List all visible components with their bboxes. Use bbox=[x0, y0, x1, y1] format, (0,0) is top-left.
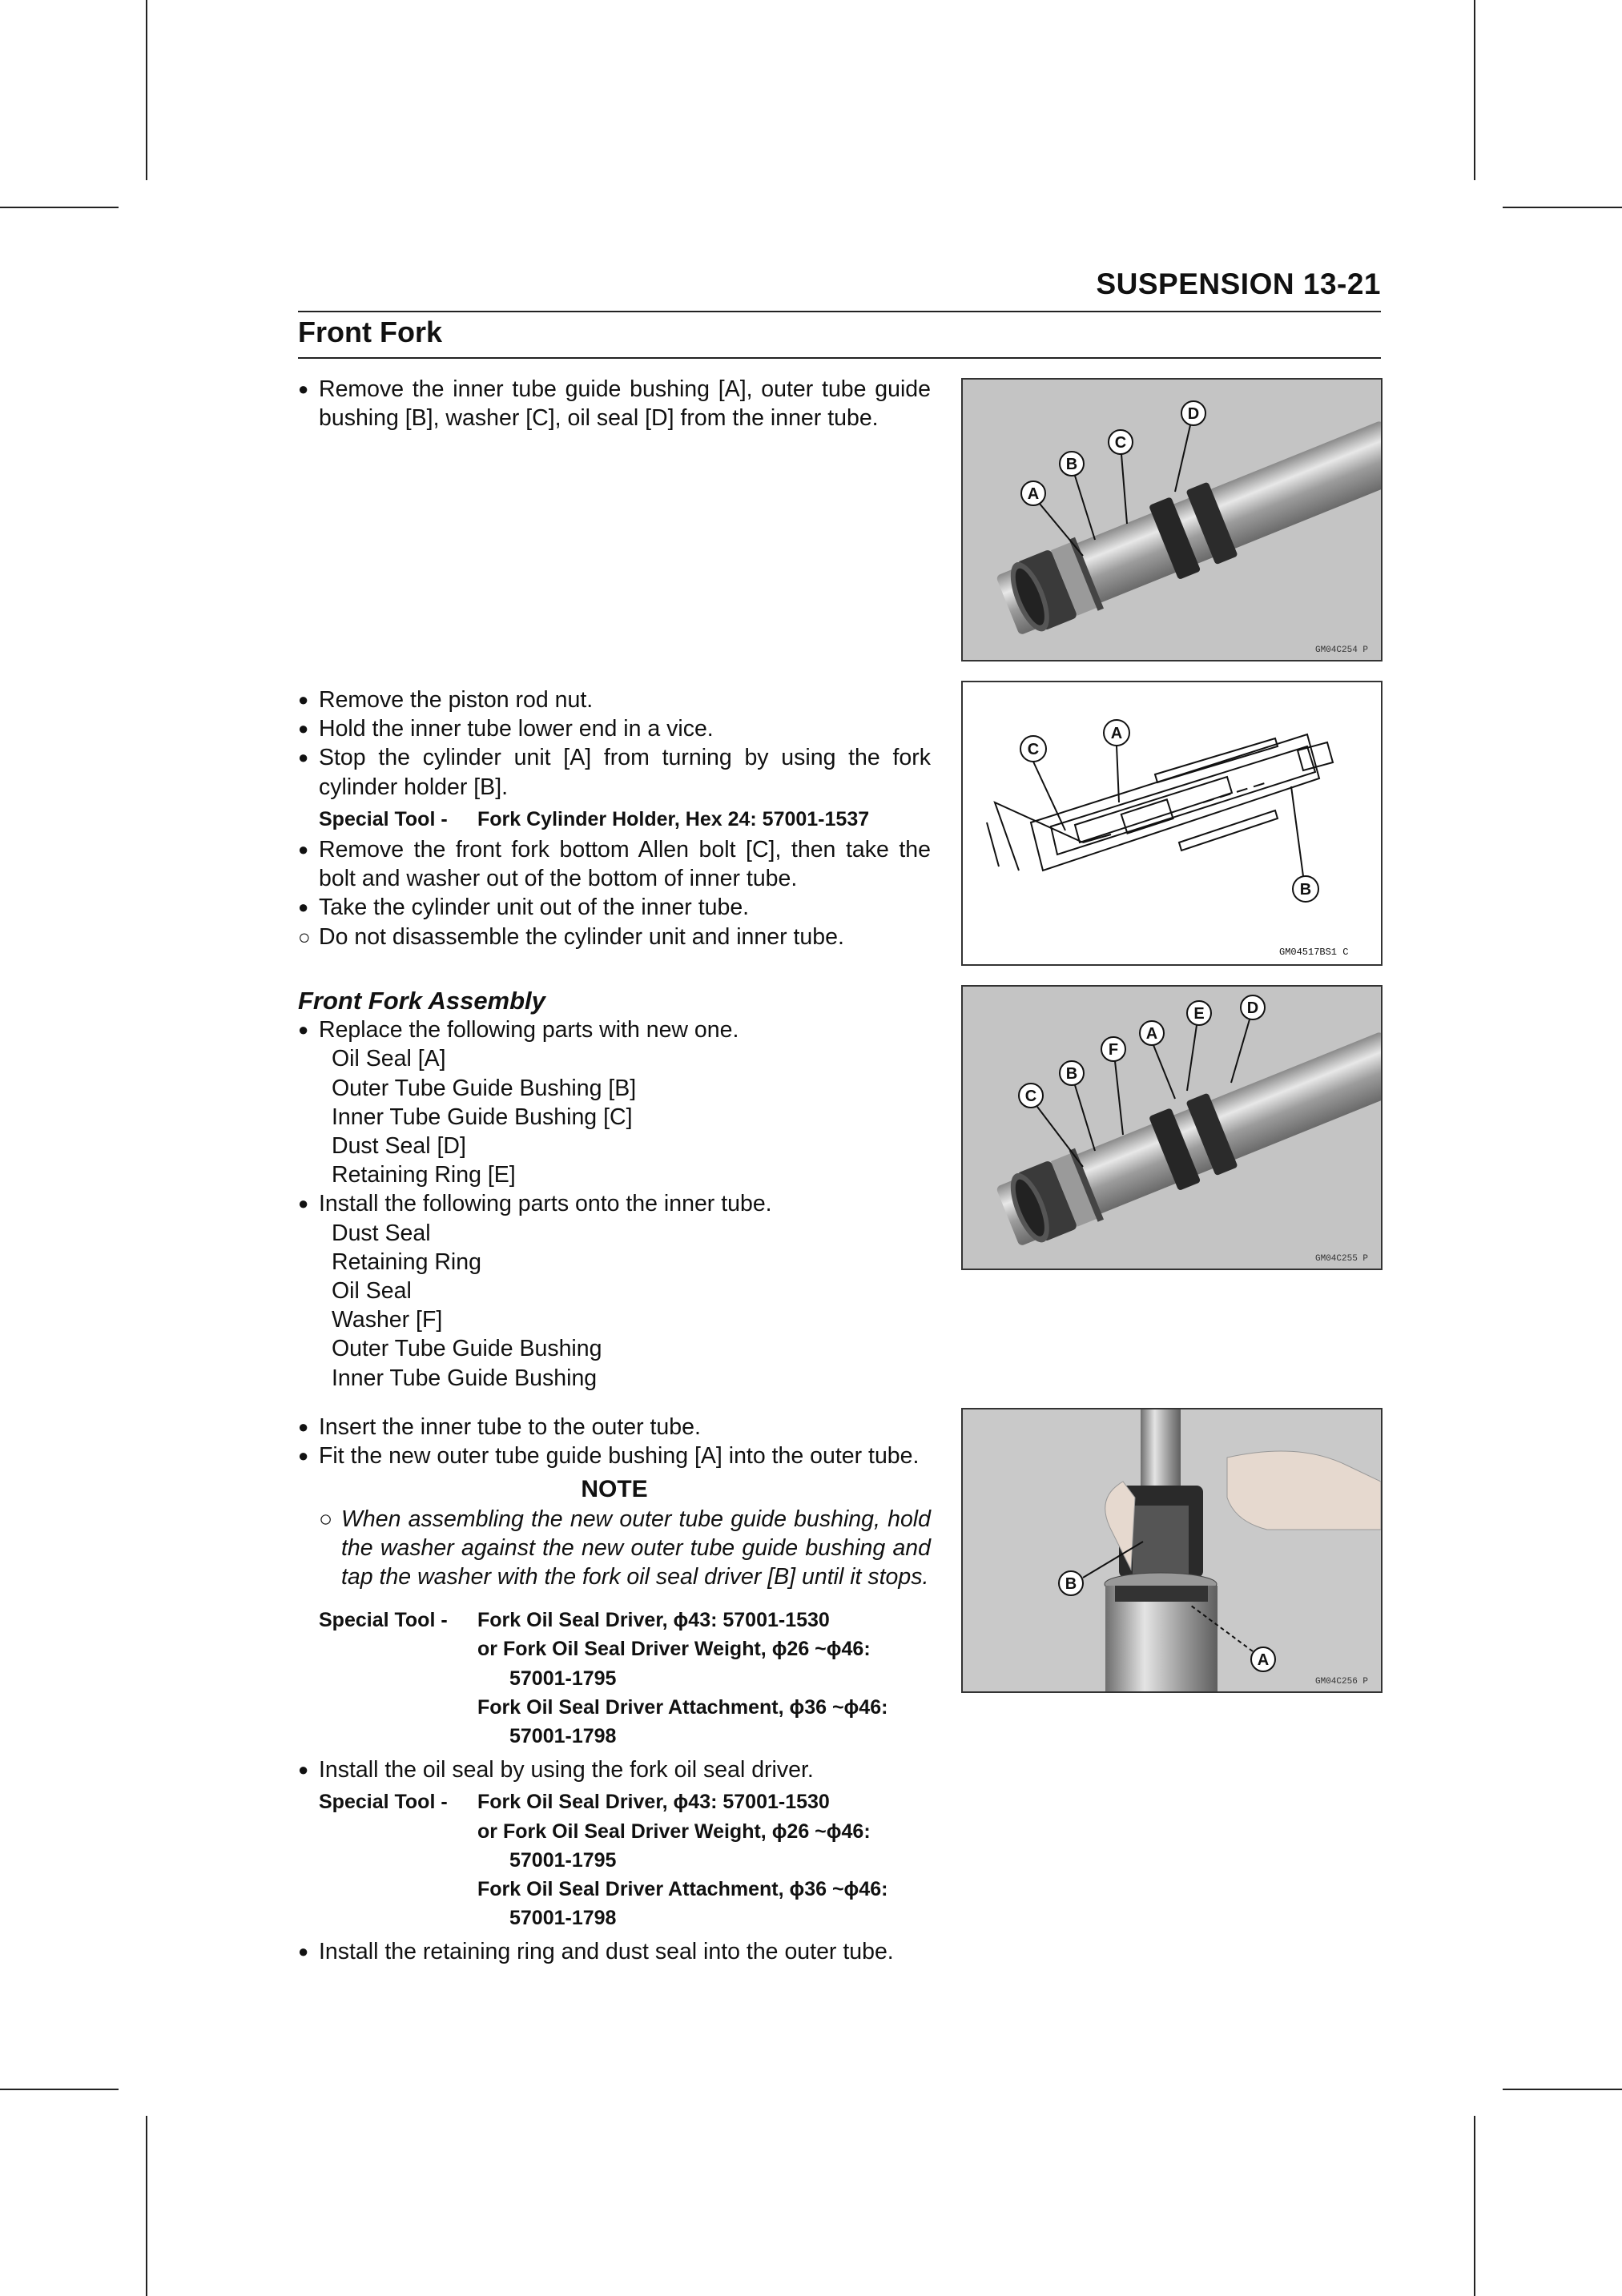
list-item: Dust Seal bbox=[332, 1220, 431, 1246]
list-item: Oil Seal bbox=[332, 1278, 412, 1305]
callout-label: A bbox=[1145, 1025, 1158, 1043]
special-tool-line: Fork Oil Seal Driver, ϕ43: 57001-1530 bbox=[477, 1609, 830, 1632]
crop-mark bbox=[1503, 2089, 1622, 2090]
list-item: Washer [F] bbox=[332, 1307, 443, 1333]
callout-label: E bbox=[1193, 1005, 1205, 1023]
callout-label: B bbox=[1065, 1065, 1078, 1083]
text-block-assembly bbox=[298, 987, 931, 1393]
list-item: Oil Seal [A] bbox=[332, 1046, 446, 1072]
figure-3-photo bbox=[961, 985, 1383, 1270]
list-item: Retaining Ring [E] bbox=[332, 1162, 516, 1188]
text-block-4 bbox=[298, 1413, 931, 1967]
note-text: ○ When assembling the new outer tube guide bushing, hold the washer against the new outer tube guide bushing and tap the washer with the fork oil seal driver [B] until it stops. bbox=[298, 1505, 931, 1592]
page-header bbox=[298, 264, 1381, 312]
figure-1-photo bbox=[961, 378, 1383, 661]
bullet-item: ● Insert the inner tube to the outer tube. bbox=[298, 1413, 931, 1442]
figure-4-photo bbox=[961, 1408, 1383, 1693]
special-tool-line: 57001-1798 bbox=[509, 1907, 617, 1930]
callout-label: B bbox=[1299, 881, 1312, 899]
bullet-item: ● Take the cylinder unit out of the inner tube. bbox=[298, 893, 931, 922]
bullet-item: ● Install the retaining ring and dust seal into the outer tube. bbox=[298, 1937, 931, 1966]
callout-label: D bbox=[1246, 999, 1259, 1017]
special-tool bbox=[298, 1787, 931, 1932]
special-tool-line: Fork Oil Seal Driver Attachment, ϕ36 ~ϕ46: bbox=[477, 1878, 888, 1901]
callout-label: C bbox=[1027, 741, 1040, 758]
crop-mark bbox=[1503, 207, 1622, 208]
bullet-item: ● Remove the front fork bottom Allen bolt [C], then take the bolt and washer out of the bottom of inner tube. bbox=[298, 835, 931, 893]
special-tool bbox=[298, 805, 931, 834]
figure-1-svg bbox=[963, 380, 1381, 660]
bullet-item: ● Fit the new outer tube guide bushing [A] into the outer tube. bbox=[298, 1442, 931, 1470]
figure-code: GM04C256 P bbox=[1315, 1677, 1369, 1687]
figure-code: GM04517BS1 C bbox=[1279, 947, 1349, 958]
note-title: NOTE bbox=[581, 1476, 648, 1503]
figure-3-svg bbox=[963, 987, 1381, 1269]
bullet-item: ● Hold the inner tube lower end in a vice. bbox=[298, 714, 931, 743]
callout-label: C bbox=[1114, 434, 1127, 452]
list-item: Retaining Ring bbox=[332, 1249, 481, 1275]
page-title: SUSPENSION 13-21 bbox=[1096, 267, 1381, 300]
crop-mark bbox=[146, 2116, 147, 2296]
crop-mark bbox=[146, 0, 147, 180]
install-list bbox=[298, 1219, 931, 1393]
callout-label: A bbox=[1110, 725, 1123, 742]
bullet-item: ● Remove the piston rod nut. bbox=[298, 686, 931, 714]
figure-2-diagram bbox=[961, 681, 1383, 966]
subsection-title: Front Fork Assembly bbox=[298, 987, 545, 1015]
callout-label: D bbox=[1187, 405, 1200, 423]
section-title: Front Fork bbox=[298, 316, 442, 348]
bullet-item: ● Remove the inner tube guide bushing [A], outer tube guide bushing [B], washer [C], oil seal [D] from the inner tube. bbox=[298, 375, 931, 432]
list-item: Outer Tube Guide Bushing [B] bbox=[332, 1075, 637, 1101]
callout-label: A bbox=[1027, 485, 1040, 503]
bullet-item: ● Install the following parts onto the inner tube. bbox=[298, 1189, 931, 1218]
bullet-item: ● Stop the cylinder unit [A] from turning by using the fork cylinder holder [B]. bbox=[298, 743, 931, 801]
special-tool bbox=[298, 1606, 931, 1751]
special-tool-label: Special Tool - bbox=[319, 1609, 448, 1632]
list-item: Inner Tube Guide Bushing bbox=[332, 1365, 598, 1391]
list-item: Inner Tube Guide Bushing [C] bbox=[332, 1104, 633, 1130]
callout-label: B bbox=[1065, 456, 1078, 473]
crop-mark bbox=[1474, 2116, 1475, 2296]
special-tool-line: Fork Oil Seal Driver Attachment, ϕ36 ~ϕ46: bbox=[477, 1695, 888, 1719]
figure-2-svg bbox=[963, 682, 1381, 964]
list-item: Dust Seal [D] bbox=[332, 1133, 466, 1160]
figure-code: GM04C254 P bbox=[1315, 645, 1369, 655]
callout-label: F bbox=[1108, 1041, 1119, 1059]
figure-4-svg bbox=[963, 1409, 1381, 1691]
crop-mark bbox=[0, 2089, 119, 2090]
special-tool-line: 57001-1798 bbox=[509, 1725, 617, 1748]
special-tool-value: Fork Cylinder Holder, Hex 24: 57001-1537 bbox=[477, 807, 870, 830]
crop-mark bbox=[1474, 0, 1475, 180]
callout-label: B bbox=[1065, 1575, 1077, 1593]
special-tool-line: 57001-1795 bbox=[509, 1848, 617, 1872]
figure-code: GM04C255 P bbox=[1315, 1254, 1369, 1264]
callout-label: A bbox=[1257, 1651, 1270, 1669]
crop-mark bbox=[0, 207, 119, 208]
bullet-item: ● Replace the following parts with new one. bbox=[298, 1015, 931, 1044]
special-tool-label: Special Tool - bbox=[319, 1791, 448, 1814]
special-tool-line: Fork Oil Seal Driver, ϕ43: 57001-1530 bbox=[477, 1791, 830, 1814]
circle-item: ○ Do not disassemble the cylinder unit and inner tube. bbox=[298, 923, 931, 951]
special-tool-line: or Fork Oil Seal Driver Weight, ϕ26 ~ϕ46: bbox=[477, 1638, 871, 1661]
special-tool-line: or Fork Oil Seal Driver Weight, ϕ26 ~ϕ46: bbox=[477, 1820, 871, 1843]
list-item: Outer Tube Guide Bushing bbox=[332, 1336, 602, 1362]
bullet-item: ● Install the oil seal by using the fork oil seal driver. bbox=[298, 1755, 931, 1784]
section-header bbox=[298, 311, 1381, 359]
special-tool-label: Special Tool - bbox=[319, 807, 448, 830]
callout-label: C bbox=[1024, 1088, 1037, 1105]
text-block-2 bbox=[298, 686, 931, 951]
text-block-1 bbox=[298, 375, 931, 432]
replace-list bbox=[298, 1044, 931, 1189]
special-tool-line: 57001-1795 bbox=[509, 1667, 617, 1690]
